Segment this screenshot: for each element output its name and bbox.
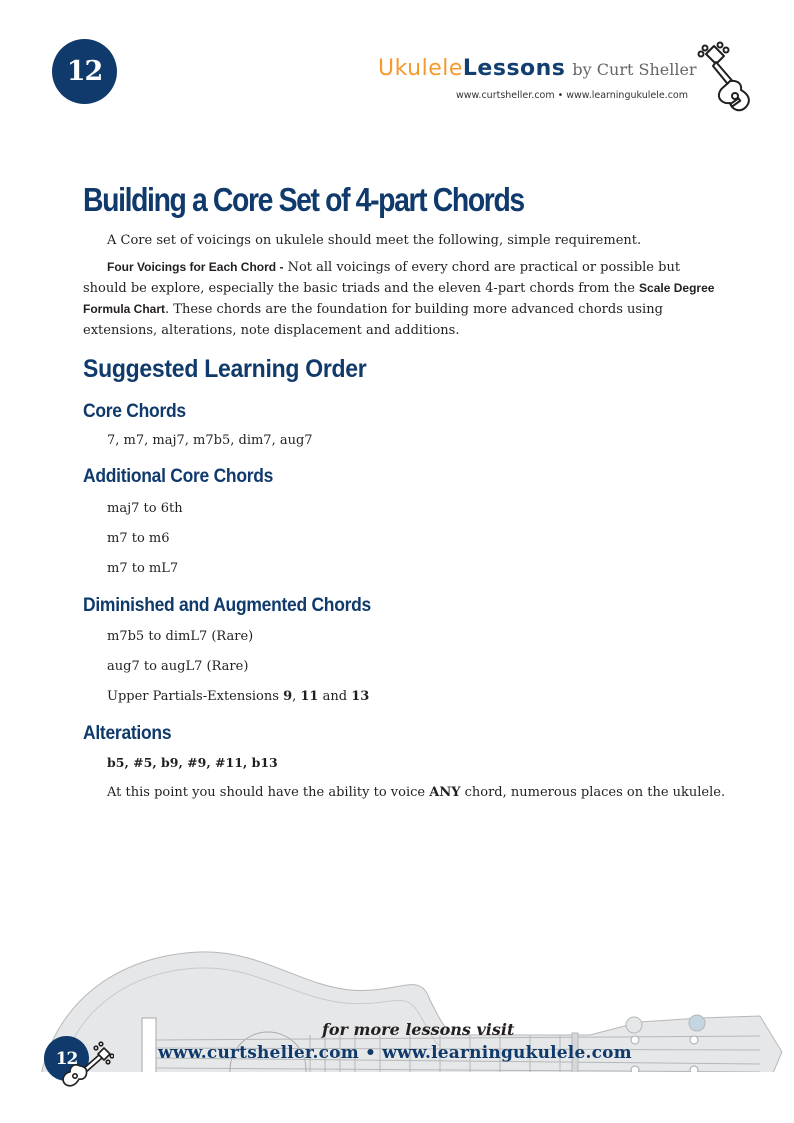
extension-9: 9 <box>283 689 293 704</box>
dim-aug-item: aug7 to augL7 (Rare) <box>107 659 249 674</box>
voicings-paragraph <box>83 257 723 341</box>
page-number: 12 <box>66 56 103 87</box>
closing-post: chord, numerous places on the ukulele. <box>460 785 726 800</box>
page-title: Building a Core Set of 4-part Chords <box>83 181 524 218</box>
footer-tagline: for more lessons visit <box>322 1020 515 1039</box>
voicings-lead: Four Voicings for Each Chord - <box>107 260 284 274</box>
additional-item: m7 to m6 <box>107 531 170 546</box>
dim-aug-item: m7b5 to dimL7 (Rare) <box>107 629 254 644</box>
ukulele-icon <box>686 40 760 114</box>
intro-text: A Core set of voicings on ukulele should meet the following, simple requirement. <box>107 233 642 248</box>
brand-lessons: Lessons <box>462 56 566 81</box>
brand-ukulele: Ukulele <box>378 56 463 81</box>
brand-urls: www.curtsheller.com • www.learningukulele.com <box>456 90 688 101</box>
additional-item: maj7 to 6th <box>107 501 183 516</box>
alterations-list: b5, #5, b9, #9, #11, b13 <box>107 755 278 770</box>
additional-item: m7 to mL7 <box>107 561 179 576</box>
closing-emphasis: ANY <box>429 785 461 800</box>
alterations-heading: Alterations <box>83 723 172 744</box>
brand-logo <box>378 56 697 81</box>
core-chords-list: 7, m7, maj7, m7b5, dim7, aug7 <box>107 433 313 448</box>
footer-ukulele-icon <box>62 1040 114 1092</box>
extension-13: 13 <box>351 689 370 704</box>
brand-author: by Curt Sheller <box>572 60 697 79</box>
section-title: Suggested Learning Order <box>83 355 367 383</box>
voicings-text-2: . These chords are the foundation for building more advanced chords using extensions, alterations, note displacement and additions. <box>83 302 663 338</box>
core-chords-heading: Core Chords <box>83 401 186 422</box>
extensions-item <box>107 689 369 704</box>
closing-text <box>107 785 725 800</box>
extensions-sep: , <box>292 689 301 704</box>
closing-pre: At this point you should have the ability to voice <box>107 785 430 800</box>
page-number-badge <box>52 39 117 104</box>
footer-urls: www.curtsheller.com • www.learningukulele.com <box>158 1043 632 1063</box>
dim-aug-heading: Diminished and Augmented Chords <box>83 595 371 616</box>
extensions-sep: and <box>318 689 352 704</box>
voicings-text-1: Not all voicings of every chord are practical or possible but should be explore, especially the basic triads and the eleven 4-part chords from the <box>83 260 681 296</box>
additional-core-heading: Additional Core Chords <box>83 466 274 487</box>
extensions-prefix: Upper Partials-Extensions <box>107 689 284 704</box>
formula-chart-reference: Scale Degree Formula Chart <box>83 281 715 316</box>
extension-11: 11 <box>300 689 319 704</box>
footer-page-number: 12 <box>55 1048 78 1069</box>
